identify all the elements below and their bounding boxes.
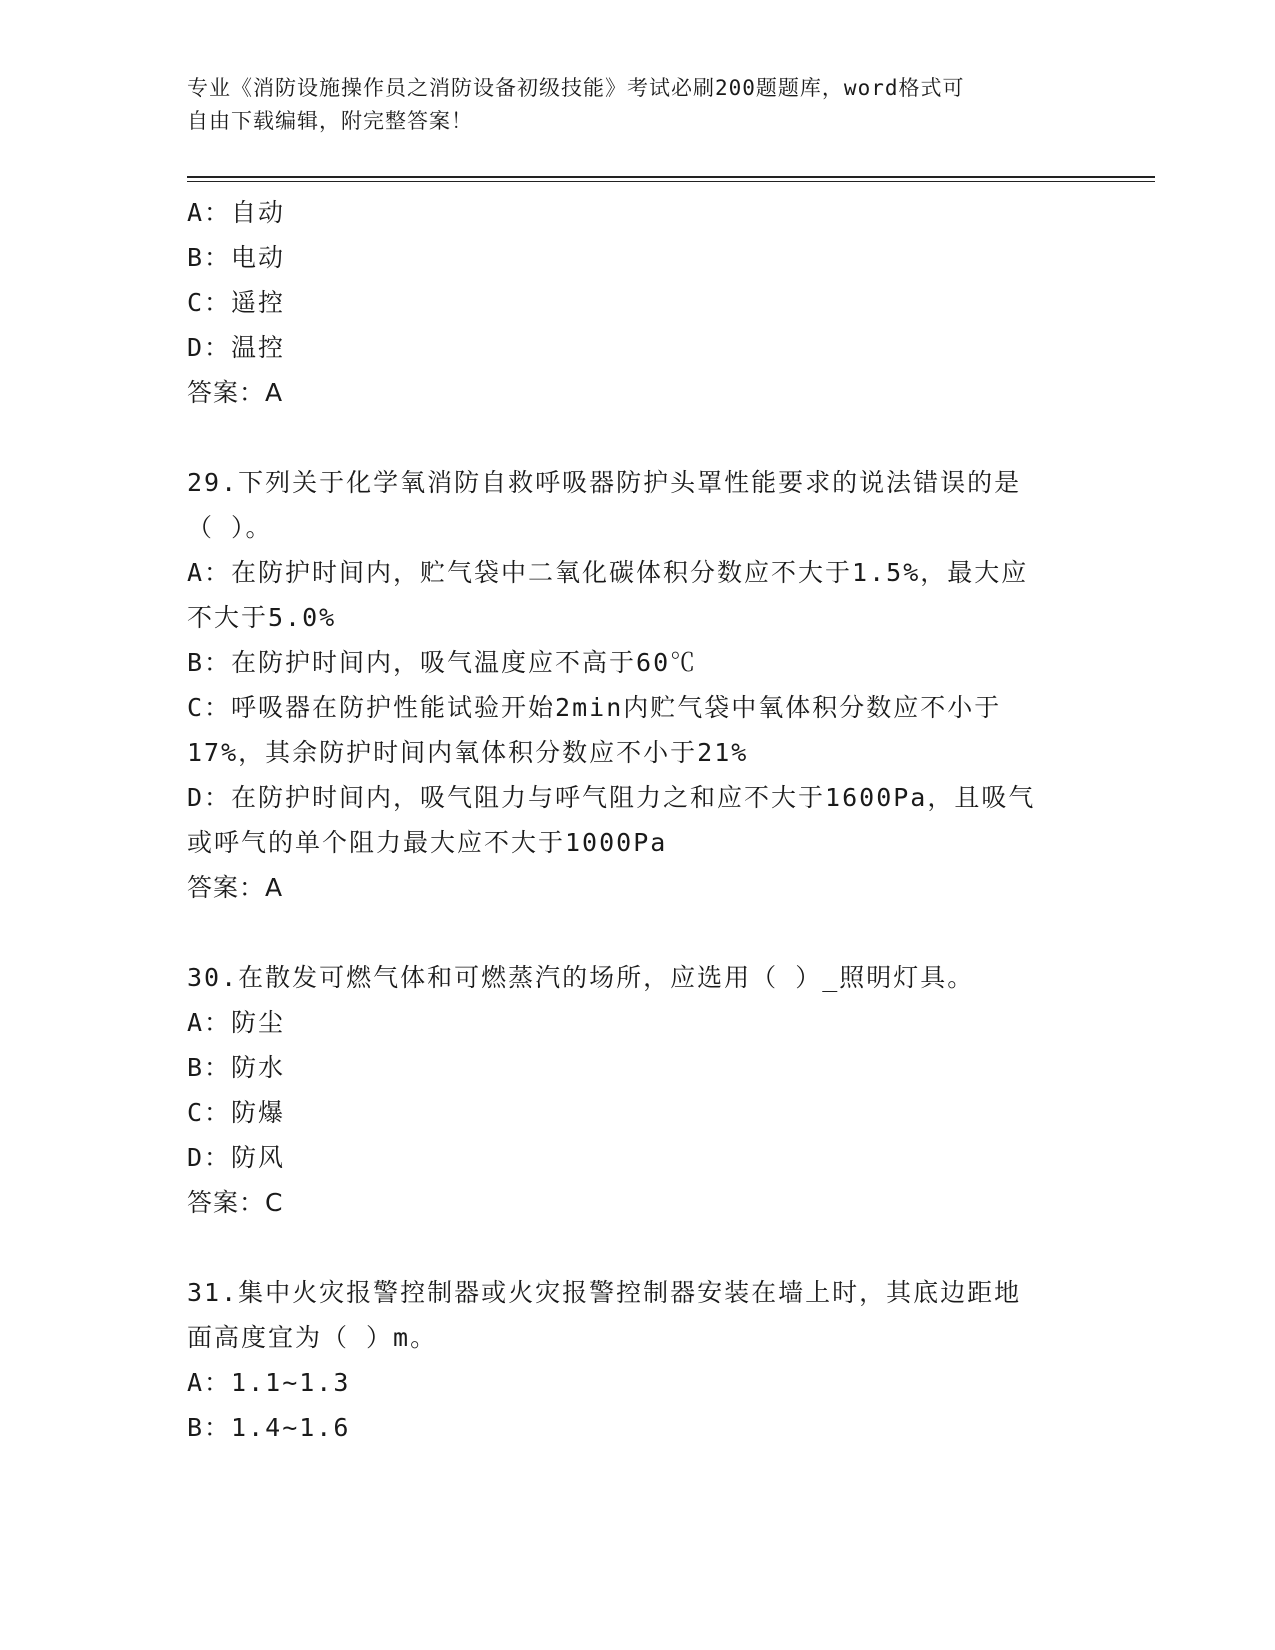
option-c: C：遥控	[187, 288, 286, 317]
header-line-1: 专业《消防设施操作员之消防设备初级技能》考试必刷200题题库，word格式可	[187, 76, 965, 100]
option-c: C：呼吸器在防护性能试验开始2min内贮气袋中氧体积分数应不小于	[187, 693, 1002, 722]
question-text: 29.下列关于化学氧消防自救呼吸器防护头罩性能要求的说法错误的是	[187, 468, 1022, 497]
option-a: A：自动	[187, 198, 286, 227]
option-a-continued: 不大于5.0%	[187, 603, 337, 632]
question-block	[187, 460, 1087, 910]
answer: 答案：A	[187, 873, 284, 902]
option-d: D：防风	[187, 1143, 286, 1172]
question-block	[187, 955, 1087, 1225]
question-text: 31.集中火灾报警控制器或火灾报警控制器安装在墙上时，其底边距地	[187, 1278, 1022, 1307]
option-d: D：在防护时间内，吸气阻力与呼气阻力之和应不大于1600Pa，且吸气	[187, 783, 1036, 812]
option-b: B：电动	[187, 243, 286, 272]
question-block	[187, 190, 1087, 415]
option-a: A：1.1~1.3	[187, 1368, 351, 1397]
option-a: A：防尘	[187, 1008, 286, 1037]
question-text: 30.在散发可燃气体和可燃蒸汽的场所，应选用（ ）_照明灯具。	[187, 963, 975, 992]
option-a: A：在防护时间内，贮气袋中二氧化碳体积分数应不大于1.5%，最大应	[187, 558, 1029, 587]
option-c-continued: 17%，其余防护时间内氧体积分数应不小于21%	[187, 738, 749, 767]
option-d-continued: 或呼气的单个阻力最大应不大于1000Pa	[187, 828, 668, 857]
question-list	[187, 190, 1087, 1450]
option-b: B：1.4~1.6	[187, 1413, 351, 1442]
option-c: C：防爆	[187, 1098, 286, 1127]
answer: 答案：C	[187, 1188, 284, 1217]
header-line-2: 自由下载编辑，附完整答案！	[187, 109, 473, 133]
answer: 答案：A	[187, 378, 284, 407]
question-block	[187, 1270, 1087, 1450]
document-header	[187, 72, 1067, 138]
option-b: B：在防护时间内，吸气温度应不高于60℃	[187, 648, 698, 677]
question-text: 面高度宜为（ ）m。	[187, 1323, 438, 1352]
option-b: B：防水	[187, 1053, 286, 1082]
header-divider	[187, 176, 1155, 182]
option-d: D：温控	[187, 333, 286, 362]
question-text: （ ）。	[187, 513, 273, 542]
